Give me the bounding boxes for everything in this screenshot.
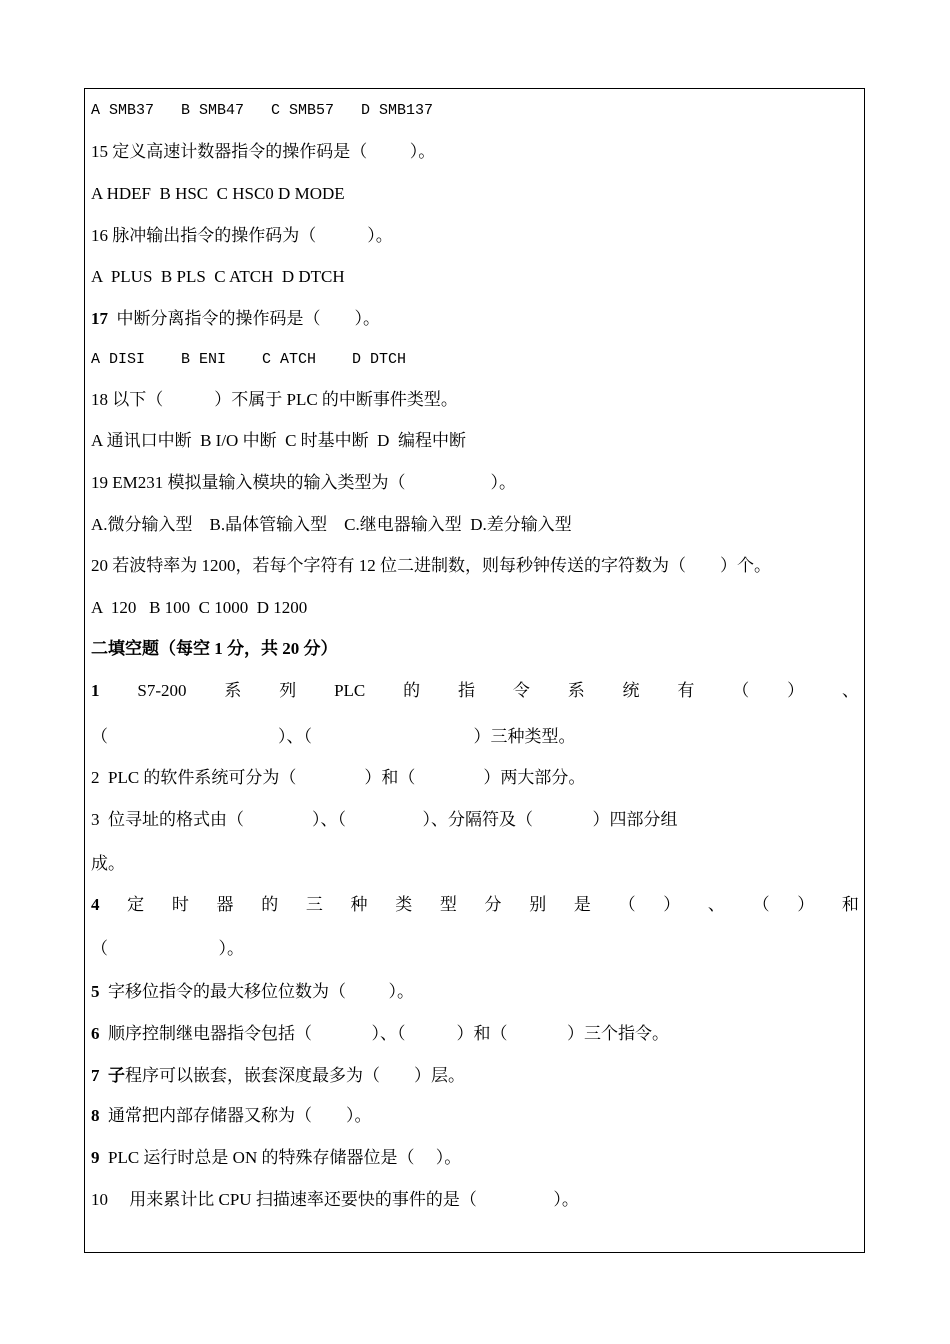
text-line: 10 用来累计比 CPU 扫描速率还要快的事件的是（ ）。 xyxy=(91,1190,579,1209)
text-line: A.微分输入型 B.晶体管输入型 C.继电器输入型 D.差分输入型 xyxy=(91,515,572,534)
text-part: 指 xyxy=(457,681,475,700)
text-part: ） xyxy=(797,895,815,914)
text-part: 定 xyxy=(127,895,145,914)
text-line: 17 中断分离指令的操作码是（ ）。 xyxy=(91,309,380,328)
text-part: 有 xyxy=(677,681,695,700)
text-line: 9 PLC 运行时总是 ON 的特殊存储器位是（ ）。 xyxy=(91,1148,462,1167)
text-part: 分 xyxy=(484,895,502,914)
text-line: 16 脉冲输出指令的操作码为（ ）。 xyxy=(91,226,393,245)
text-part: 系 xyxy=(224,681,242,700)
text-line xyxy=(91,680,859,702)
text-line: A 120 B 100 C 1000 D 1200 xyxy=(91,598,308,617)
text-part: （ xyxy=(618,895,636,914)
text-line: A 通讯口中断 B I/O 中断 C 时基中断 D 编程中断 xyxy=(91,431,466,450)
text-part: 种 xyxy=(350,895,368,914)
text-part: 三 xyxy=(305,895,323,914)
text-part: ） xyxy=(787,681,805,700)
text-line: 20 若波特率为 1200，若每个字符有 12 位二进制数，则每秒钟传送的字符数为（ ）个。 xyxy=(91,556,771,575)
text-part: 是 xyxy=(573,895,591,914)
text-part: 的 xyxy=(261,895,279,914)
text-part: 令 xyxy=(512,681,530,700)
text-part: 别 xyxy=(529,895,547,914)
text-part: 1 xyxy=(91,681,100,700)
text-part: S7-200 xyxy=(137,681,187,700)
text-part: 系 xyxy=(567,681,585,700)
text-part: 列 xyxy=(279,681,297,700)
text-part: 的 xyxy=(403,681,421,700)
text-line: 2 PLC 的软件系统可分为（ ）和（ ）两大部分。 xyxy=(91,768,586,787)
text-part: （ xyxy=(752,895,770,914)
text-line: 15 定义高速计数器指令的操作码是（ ）。 xyxy=(91,142,436,161)
text-part: 统 xyxy=(622,681,640,700)
text-part: 器 xyxy=(216,895,234,914)
text-part: 3 位寻址的格式由（ ）、（ ）、分隔符及（ ）四部分组 xyxy=(91,810,678,829)
text-part: 和 xyxy=(841,895,859,914)
text-part: PLC xyxy=(334,681,366,700)
text-part: 型 xyxy=(439,895,457,914)
text-line: 8 通常把内部存储器又称为（ ）。 xyxy=(91,1106,372,1125)
text-part: ） xyxy=(663,895,681,914)
text-line: （ ）。 xyxy=(91,939,244,958)
text-line: A HDEF B HSC C HSC0 D MODE xyxy=(91,184,345,203)
text-line: 二填空题（每空 1 分，共 20 分） xyxy=(91,639,338,658)
text-line: 18 以下（ ）不属于 PLC 的中断事件类型。 xyxy=(91,390,458,409)
text-part: 4 xyxy=(91,895,100,914)
text-line: 6 顺序控制继电器指令包括（ ）、（ ）和（ ）三个指令。 xyxy=(91,1024,669,1043)
text-line xyxy=(91,809,859,831)
text-line: A SMB37 B SMB47 C SMB57 D SMB137 xyxy=(91,102,434,119)
text-part: 类 xyxy=(395,895,413,914)
text-part: （ xyxy=(732,681,750,700)
text-line: 成。 xyxy=(91,854,125,873)
text-line: 5 字移位指令的最大移位位数为（ ）。 xyxy=(91,982,414,1001)
text-line: A PLUS B PLS C ATCH D DTCH xyxy=(91,267,345,286)
text-part: 、 xyxy=(841,681,859,700)
text-line: A DISI B ENI C ATCH D DTCH xyxy=(91,351,407,368)
text-line: 19 EM231 模拟量输入模块的输入类型为（ ）。 xyxy=(91,473,516,492)
text-line: （ ）、（ ）三种类型。 xyxy=(91,727,576,746)
text-line xyxy=(91,894,859,916)
text-line: 7 子程序可以嵌套，嵌套深度最多为（ ）层。 xyxy=(91,1066,465,1085)
text-part: 时 xyxy=(171,895,189,914)
text-part: 、 xyxy=(707,895,725,914)
